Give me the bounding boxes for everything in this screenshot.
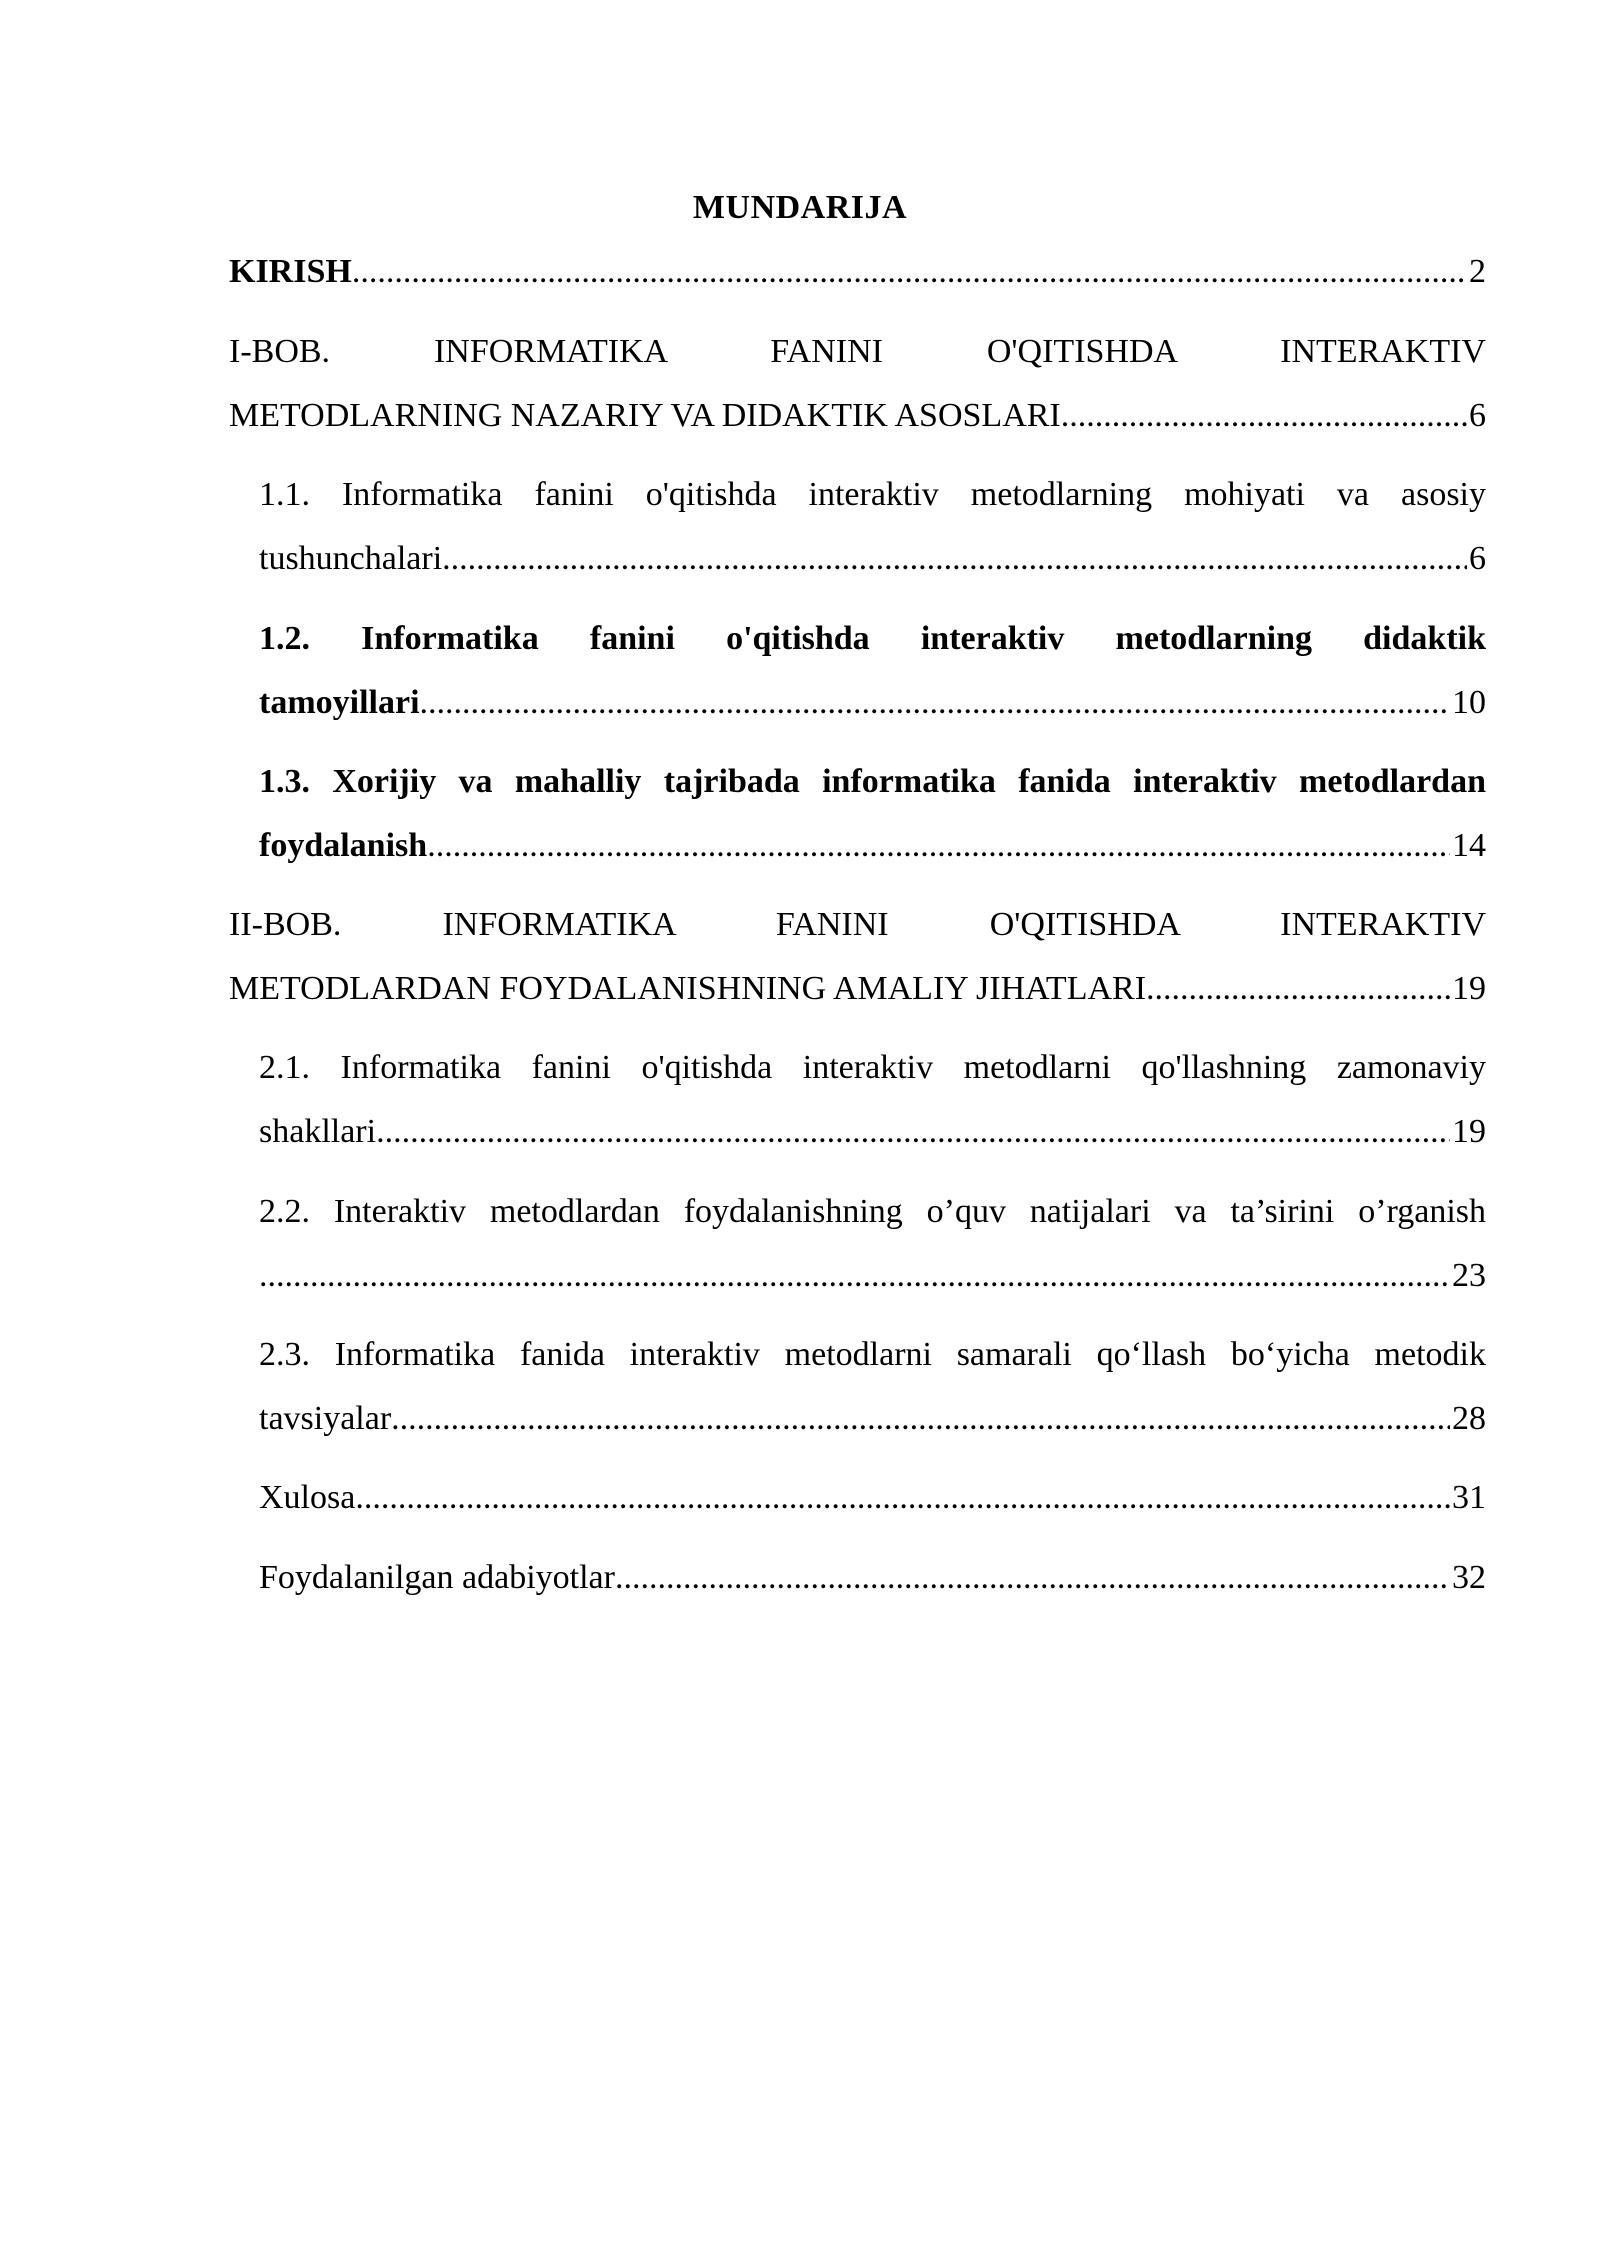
toc-entry-label-line2: foydalanish (259, 827, 428, 864)
toc-entry-label-line2: shakllari (259, 1113, 377, 1150)
toc-entry-section-2-2[interactable] (259, 1180, 1486, 1308)
toc-page-number: 31 (1452, 1479, 1486, 1516)
toc-entry-label: Foydalanilgan adabiyotlar (259, 1559, 615, 1596)
leader-dots (1146, 957, 1450, 1021)
toc-entry-section-1-2[interactable] (259, 607, 1486, 735)
toc-entry-label-line1: 1.1. Informatika fanini o'qitishda interaktiv metodlarning mohiyati va asosiy (259, 476, 1486, 513)
toc-entry-label-line1: 1.2. Informatika fanini o'qitishda interaktiv metodlarning didaktik (259, 620, 1486, 657)
toc-entry-label-line2: tavsiyalar (259, 1400, 392, 1437)
toc-entry-label: KIRISH (229, 253, 352, 290)
toc-entry-chapter-2[interactable] (229, 893, 1486, 1021)
toc-entry-label-line1: 2.2. Interaktiv metodlardan foydalanishning o’quv natijalari va ta’sirini o’rganish (259, 1193, 1486, 1230)
toc-entry-section-2-1[interactable] (259, 1036, 1486, 1164)
toc-entry-label-line1: 1.3. Xorijiy va mahalliy tajribada informatika fanida interaktiv metodlardan (259, 763, 1486, 800)
toc-entry-label-line1: I-BOB. INFORMATIKA FANINI O'QITISHDA INTERAKTIV (229, 333, 1486, 370)
toc-entry-label-line2: tushunchalari (259, 540, 443, 577)
leader-dots (376, 1100, 1450, 1164)
toc-entry-xulosa[interactable] (259, 1466, 1486, 1530)
toc-entry-label-line2: METODLARDAN FOYDALANISHNING AMALIY JIHATLARI (229, 970, 1147, 1007)
toc-entry-label-line1: II-BOB. INFORMATIKA FANINI O'QITISHDA INTERAKTIV (229, 906, 1486, 943)
toc-entry-section-1-3[interactable] (259, 750, 1486, 878)
toc-entry-label-line1: 2.3. Informatika fanida interaktiv metodlarni samarali qo‘llash bo‘yicha metodik (259, 1336, 1486, 1373)
leader-dots (420, 671, 1450, 735)
leader-dots (1061, 384, 1467, 448)
leader-dots (442, 527, 1467, 591)
toc-page-number: 32 (1452, 1559, 1486, 1596)
toc-entry-label-line1: 2.1. Informatika fanini o'qitishda interaktiv metodlarni qo'llashning zamonaviy (259, 1049, 1486, 1086)
toc-entry-bibliography[interactable] (259, 1546, 1486, 1610)
leader-dots (391, 1387, 1450, 1451)
toc-entry-kirish[interactable] (229, 240, 1486, 304)
toc-entry-chapter-1[interactable] (229, 320, 1486, 448)
leader-dots (355, 1466, 1450, 1530)
toc-page-number: 23 (1452, 1257, 1486, 1294)
toc-page-number: 14 (1452, 827, 1486, 864)
toc-page-number: 6 (1469, 397, 1486, 434)
page-title: MUNDARIJA (692, 189, 908, 226)
toc-page-number: 2 (1469, 253, 1486, 290)
toc-page-number: 19 (1452, 970, 1486, 1007)
toc-page-number: 28 (1452, 1400, 1486, 1437)
toc-entry-label: Xulosa (259, 1479, 356, 1516)
leader-dots (427, 814, 1450, 878)
leader-dots (615, 1546, 1450, 1610)
toc-entry-label-line2: METODLARNING NAZARIY VA DIDAKTIK ASOSLARI (229, 397, 1061, 434)
toc-page-number: 10 (1452, 684, 1486, 721)
toc-page-number: 19 (1452, 1113, 1486, 1150)
leader-dots (259, 1244, 1450, 1308)
toc-entry-section-2-3[interactable] (259, 1323, 1486, 1451)
toc-entry-section-1-1[interactable] (259, 463, 1486, 591)
leader-dots (352, 240, 1467, 304)
toc-entry-label-line2: tamoyillari (259, 684, 420, 721)
toc-page-number: 6 (1469, 540, 1486, 577)
